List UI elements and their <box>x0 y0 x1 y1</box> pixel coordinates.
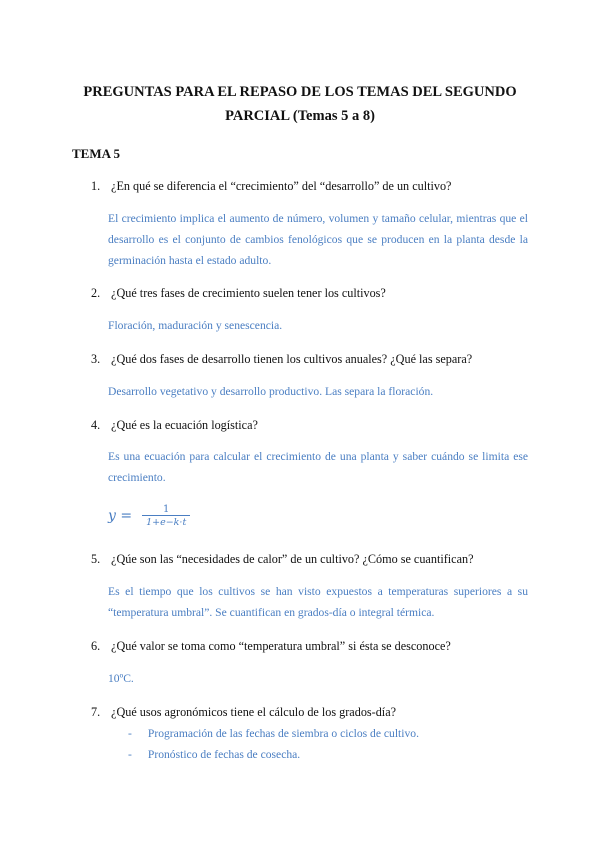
question-number: 6. <box>91 639 101 653</box>
list-dash: - <box>128 727 132 740</box>
question-5 <box>91 551 531 568</box>
answer-5: Es el tiempo que los cultivos se han visto expuestos a temperaturas superiores a su “temperatura umbral”. Se cuantifican en grados-día o integral térmica. <box>108 585 528 619</box>
list-item-text: Programación de las fechas de siembra o ciclos de cultivo. <box>147 727 419 740</box>
list-item-text: Pronóstico de fechas de cosecha. <box>147 748 301 761</box>
question-text: ¿Qué usos agronómicos tiene el cálculo de los grados-día? <box>111 705 397 719</box>
question-number: 5. <box>91 552 101 566</box>
formula-fraction <box>142 504 190 528</box>
title-line-1: PREGUNTAS PARA EL REPASO DE LOS TEMAS DEL SEGUNDO <box>83 84 517 100</box>
question-number: 2. <box>91 286 101 300</box>
question-text: ¿Qué tres fases de crecimiento suelen tener los cultivos? <box>111 286 386 300</box>
question-number: 3. <box>91 352 101 366</box>
list-item <box>128 746 300 763</box>
formula-numerator: 1 <box>163 504 170 515</box>
question-text: ¿Qué es la ecuación logística? <box>111 418 258 432</box>
question-2 <box>91 285 531 302</box>
question-7 <box>91 704 531 721</box>
document-title <box>60 80 540 128</box>
question-text: ¿En qué se diferencia el “crecimiento” del “desarrollo” de un cultivo? <box>111 179 452 193</box>
logistic-equation <box>108 504 190 528</box>
section-heading: TEMA 5 <box>72 146 121 161</box>
answer-3: Desarrollo vegetativo y desarrollo productivo. Las separa la floración. <box>108 385 434 398</box>
question-text: ¿Qué dos fases de desarrollo tienen los cultivos anuales? ¿Qué las separa? <box>111 352 473 366</box>
title-line-2: PARCIAL (Temas 5 a 8) <box>225 108 375 124</box>
list-dash: - <box>128 748 132 761</box>
formula-denominator: 1+e−k·t <box>146 517 187 528</box>
question-1 <box>91 178 531 195</box>
answer-4: Es una ecuación para calcular el crecimiento de una planta y saber cuándo se limita ese crecimiento. <box>108 450 528 484</box>
question-number: 7. <box>91 705 101 719</box>
question-text: ¿Qúe son las “necesidades de calor” de un cultivo? ¿Cómo se cuantifican? <box>111 552 474 566</box>
answer-6: 10ºC. <box>108 672 134 685</box>
list-item <box>128 725 419 742</box>
question-6 <box>91 638 531 655</box>
answer-2: Floración, maduración y senescencia. <box>108 319 283 332</box>
question-3 <box>91 351 531 368</box>
question-text: ¿Qué valor se toma como “temperatura umbral” si ésta se desconoce? <box>111 639 451 653</box>
question-4 <box>91 417 531 434</box>
question-number: 1. <box>91 179 101 193</box>
answer-1: El crecimiento implica el aumento de número, volumen y tamaño celular, mientras que el desarrollo es el conjunto de cambios fenológicos que se producen en la planta desde la germinación hasta el estado adulto. <box>108 212 528 267</box>
question-number: 4. <box>91 418 101 432</box>
formula-lhs: y = <box>108 508 133 524</box>
